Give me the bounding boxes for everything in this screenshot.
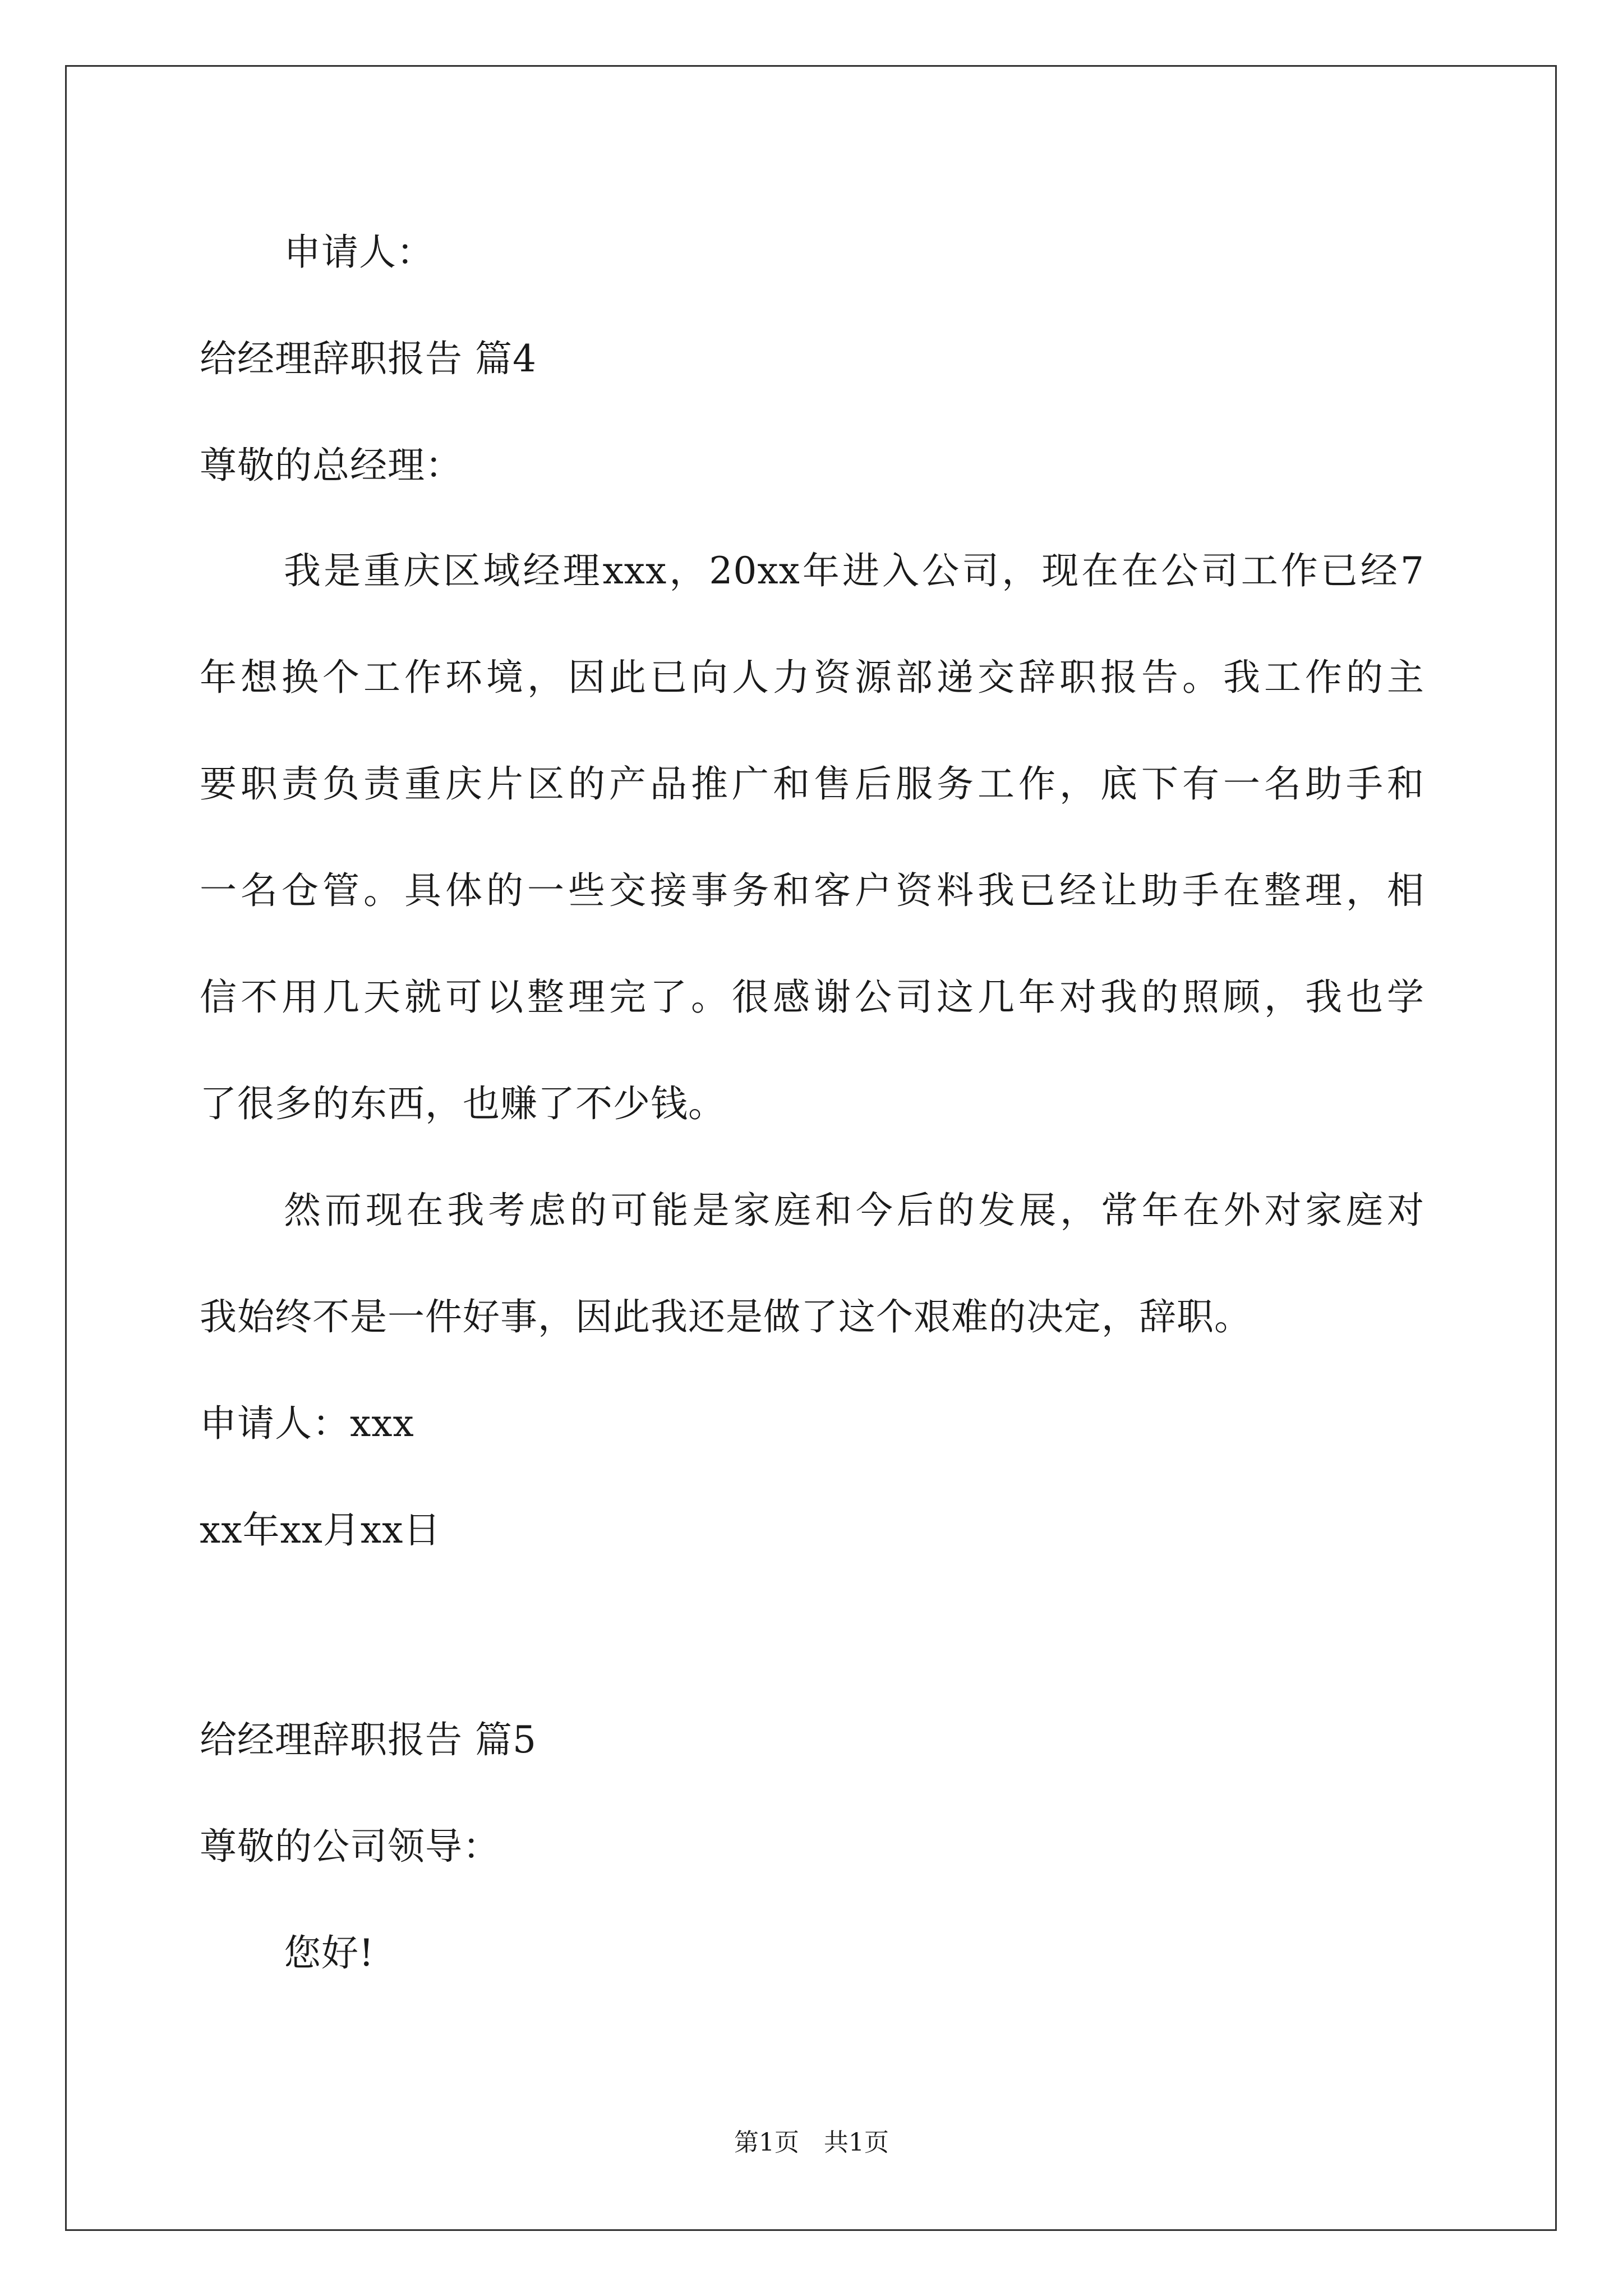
paragraph-line: 年想换个工作环境，因此已向人力资源部递交辞职报告。我工作的主 — [200, 656, 1424, 699]
paragraph-line: 我是重庆区域经理xxx，20xx年进入公司，现在在公司工作已经7 — [284, 549, 1424, 592]
page-border — [65, 65, 1557, 2231]
paragraph-line: 了很多的东西，也赚了不少钱。 — [200, 1082, 726, 1125]
date-line: xx年xx月xx日 — [200, 1508, 441, 1552]
page-number-footer: 第1页 共1页 — [734, 2128, 889, 2157]
paragraph-line: 然而现在我考虑的可能是家庭和今后的发展，常年在外对家庭对 — [284, 1189, 1424, 1232]
greeting: 您好! — [284, 1931, 375, 1975]
section-heading-5: 给经理辞职报告 篇5 — [200, 1718, 537, 1761]
paragraph-line: 一名仓管。具体的一些交接事务和客户资料我已经让助手在整理，相 — [200, 869, 1424, 912]
paragraph-line: 信不用几天就可以整理完了。很感谢公司这几年对我的照顾，我也学 — [200, 976, 1424, 1019]
paragraph-line: 要职责负责重庆片区的产品推广和售后服务工作，底下有一名助手和 — [200, 762, 1424, 806]
salutation: 尊敬的公司领导： — [200, 1825, 500, 1868]
section-heading-4: 给经理辞职报告 篇4 — [200, 337, 537, 380]
salutation: 尊敬的总经理： — [200, 444, 463, 487]
applicant-label: 申请人： — [284, 231, 434, 274]
applicant-signature: 申请人：xxx — [200, 1402, 414, 1445]
paragraph-line: 我始终不是一件好事，因此我还是做了这个艰难的决定，辞职。 — [200, 1295, 1252, 1338]
